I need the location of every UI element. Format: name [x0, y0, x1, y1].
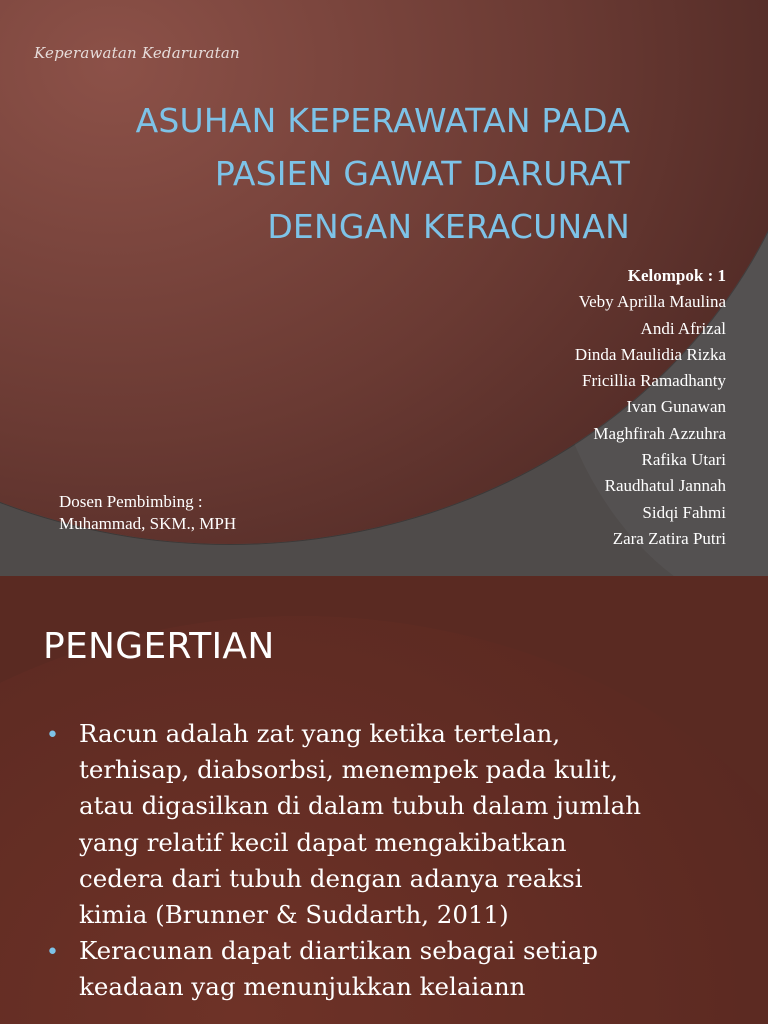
bullet-list: [44, 716, 684, 1006]
group-label: Kelompok : 1: [627, 266, 726, 285]
group-members: [575, 263, 726, 552]
section-heading: PENGERTIAN: [43, 626, 275, 667]
bullet-line: terhisap, diabsorbsi, menempek pada kulit,: [79, 755, 618, 785]
bullet-item: [44, 933, 684, 1005]
title-line-2: PASIEN GAWAT DARURAT: [214, 154, 630, 193]
title-line-3: DENGAN KERACUNAN: [267, 207, 630, 246]
content-slide: [0, 576, 768, 1024]
bullet-line: keadaan yag menunjukkan kelaiann: [79, 972, 526, 1002]
title-line-1: ASUHAN KEPERAWATAN PADA: [135, 101, 630, 140]
bullet-line: kimia (Brunner & Suddarth, 2011): [79, 900, 509, 930]
member-name: Andi Afrizal: [640, 318, 726, 338]
course-name: Keperawatan Kedaruratan: [34, 44, 240, 62]
member-name: Fricillia Ramadhanty: [582, 371, 726, 391]
lecturer-name: Muhammad, SKM., MPH: [59, 514, 237, 533]
lecturer-label: Dosen Pembimbing :: [59, 492, 203, 511]
bullet-item: [44, 716, 684, 933]
member-name: Dinda Maulidia Rizka: [574, 344, 726, 364]
member-name: Ivan Gunawan: [626, 397, 726, 417]
slide-title: [30, 94, 630, 253]
bullet-line: Keracunan dapat diartikan sebagai setiap: [79, 936, 598, 966]
member-name: Zara Zatira Putri: [612, 528, 726, 548]
bullet-line: Racun adalah zat yang ketika tertelan,: [79, 719, 561, 748]
bullet-line: cedera dari tubuh dengan adanya reaksi: [79, 863, 583, 893]
lecturer-block: [59, 491, 236, 535]
bullet-line: yang relatif kecil dapat mengakibatkan: [79, 827, 567, 857]
bullet-marker-icon: •: [46, 940, 59, 966]
member-name: Rafika Utari: [641, 450, 726, 470]
member-name: Raudhatul Jannah: [604, 476, 726, 496]
bullet-line: atau digasilkan di dalam tubuh dalam jumlah: [79, 791, 641, 821]
member-name: Veby Aprilla Maulina: [578, 292, 726, 312]
member-name: Sidqi Fahmi: [642, 502, 726, 522]
bullet-marker-icon: •: [46, 723, 59, 748]
member-name: Maghfirah Azzuhra: [593, 423, 726, 443]
